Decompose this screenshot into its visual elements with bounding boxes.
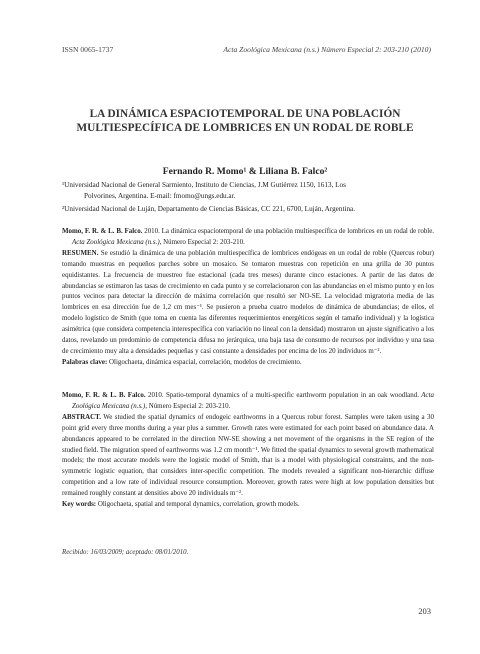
spanish-keywords: [62, 357, 434, 368]
affiliation-1-line-2: Polvorines, Argentina. E-mail: fmomo@ungs.edu.ar.: [84, 191, 236, 200]
english-citation-journal: Acta Zoológica Mexicana (n.s.): [72, 391, 435, 410]
resumen: [62, 248, 434, 357]
abstract: [62, 412, 434, 499]
english-citation-end: , Número Especial 2: 203-210.: [145, 401, 231, 410]
spanish-citation-authors: Momo, F. R. & L. B. Falco.: [62, 227, 143, 235]
spanish-keywords-text: Oligochaeta, dinámica espacial, correlación, modelos de crecimiento.: [107, 357, 302, 366]
spanish-summary: [62, 226, 434, 368]
spanish-citation-journal: Acta Zoológica Mexicana (n.s.): [72, 237, 160, 246]
spanish-keywords-label: Palabras clave:: [62, 357, 108, 366]
abstract-text: We studied the spatial dynamics of endogeic earthworms in a Quercus robur forest. Samples were taken using a 30 point grid every three months during a year plus a summer. Growth rates were estimated for each point based on abundance data. A abundances appeared to be correlated in the direction NW-SE showing a net movement of the organisms in the SE region of the studied field. The migration speed of earthworms was 1.2 cm month⁻¹. We fitted the spatial dynamics to several growth mathematical models; the most accurate models were the logistic model of Smith, that is a model with physiological constraints, and the non-symmetric logistic equation, that considers inter-specific competition. The models revealed a significant non-hierarchic diffuse competition and a low rate of individual resource consumption. Moreover, growth rates were high at low population densities but remained roughly constant at densities above 20 individuals m⁻².: [62, 412, 434, 498]
english-citation: [62, 390, 434, 412]
authors: Fernando R. Momo¹ & Liliana B. Falco²: [162, 166, 328, 177]
affiliation-1: [62, 180, 432, 202]
resumen-label: RESUMEN.: [62, 248, 99, 257]
journal-header: Acta Zoológica Mexicana (n.s.) Número Especial 2: 203-210 (2010): [223, 45, 431, 54]
affiliation-1-line-1: ¹Universidad Nacional de General Sarmiento, Instituto de Ciencias, J.M Gutiérrez 1150, 1613, Los: [62, 181, 346, 189]
english-citation-text: 2010. Spatio-temporal dynamics of a multi-specific earthworm population in an oak woodland.: [145, 391, 422, 399]
received-dates: Recibido: 16/03/2009; aceptado: 08/01/2010.: [62, 549, 189, 556]
issn-header: ISSN 0065-1737: [62, 45, 114, 54]
article-title: LA DINÁMICA ESPACIOTEMPORAL DE UNA POBLACIÓN MULTIESPECÍFICA DE LOMBRICES EN UN RODAL DE ROBLE: [76, 108, 414, 134]
affiliation-2: [62, 204, 432, 215]
spanish-citation: [62, 226, 434, 248]
affiliation-2-line-1: ²Universidad Nacional de Luján, Departamento de Ciencias Básicas, CC 221, 6700, Luján, Argentina.: [62, 205, 356, 213]
english-keywords: [62, 499, 434, 510]
resumen-text: Se estudió la dinámica de una población multiespecífica de lombrices endógeas en un rodal de roble (Quercus robur) tomando muestras en pequeños parches sobre un mosaico. Se tomaron muestras con repetición en una grilla de 30 puntos equidistantes. La frecuencia de muestreo fue estacional (cada tres meses) durante cinco estaciones. A partir de las datos de abundancias se estimaron las tasas de crecimiento en cada punto y se correlacionaron con las abundancias en el mismo punto y en los puntos vecinos para detectar la dirección de máxima correlación que resultó ser NO-SE. La velocidad migratoria media de las lombrices en esa dirección fue de 1,2 cm mes⁻¹. Se pusieron a prueba cuatro modelos de dinámica de abundancias; de ellos, el modelo logístico de Smith (que toma en cuenta las diferentes requerimientos energéticos según el tamaño individual) y la logística asimétrica (que considera competencia interespecífica con variación no lineal con la densidad) mostraron un ajuste significativo a los datos, revelando un predominio de competencia difusa no jerárquica, una baja tasa de consumo de recursos por individuo y una tasa de crecimiento muy alta a densidades pequeñas y casi constante a densidades por encima de los 20 individuos m⁻².: [62, 248, 434, 355]
english-summary: [62, 390, 434, 510]
spanish-citation-text: 2010. La dinámica espaciotemporal de una población multiespecífica de lombrices en un rodal de roble.: [142, 227, 435, 235]
page-number: 203: [418, 606, 431, 616]
english-keywords-text: Oligochaeta, spatial and temporal dynamics, correlation, growth models.: [96, 500, 300, 509]
english-keywords-label: Key words:: [62, 500, 97, 509]
spanish-citation-end: , Número Especial 2: 203-210.: [159, 237, 245, 246]
abstract-label: ABSTRACT.: [62, 412, 101, 421]
english-citation-authors: Momo, F. R. & L. B. Falco.: [62, 391, 146, 399]
